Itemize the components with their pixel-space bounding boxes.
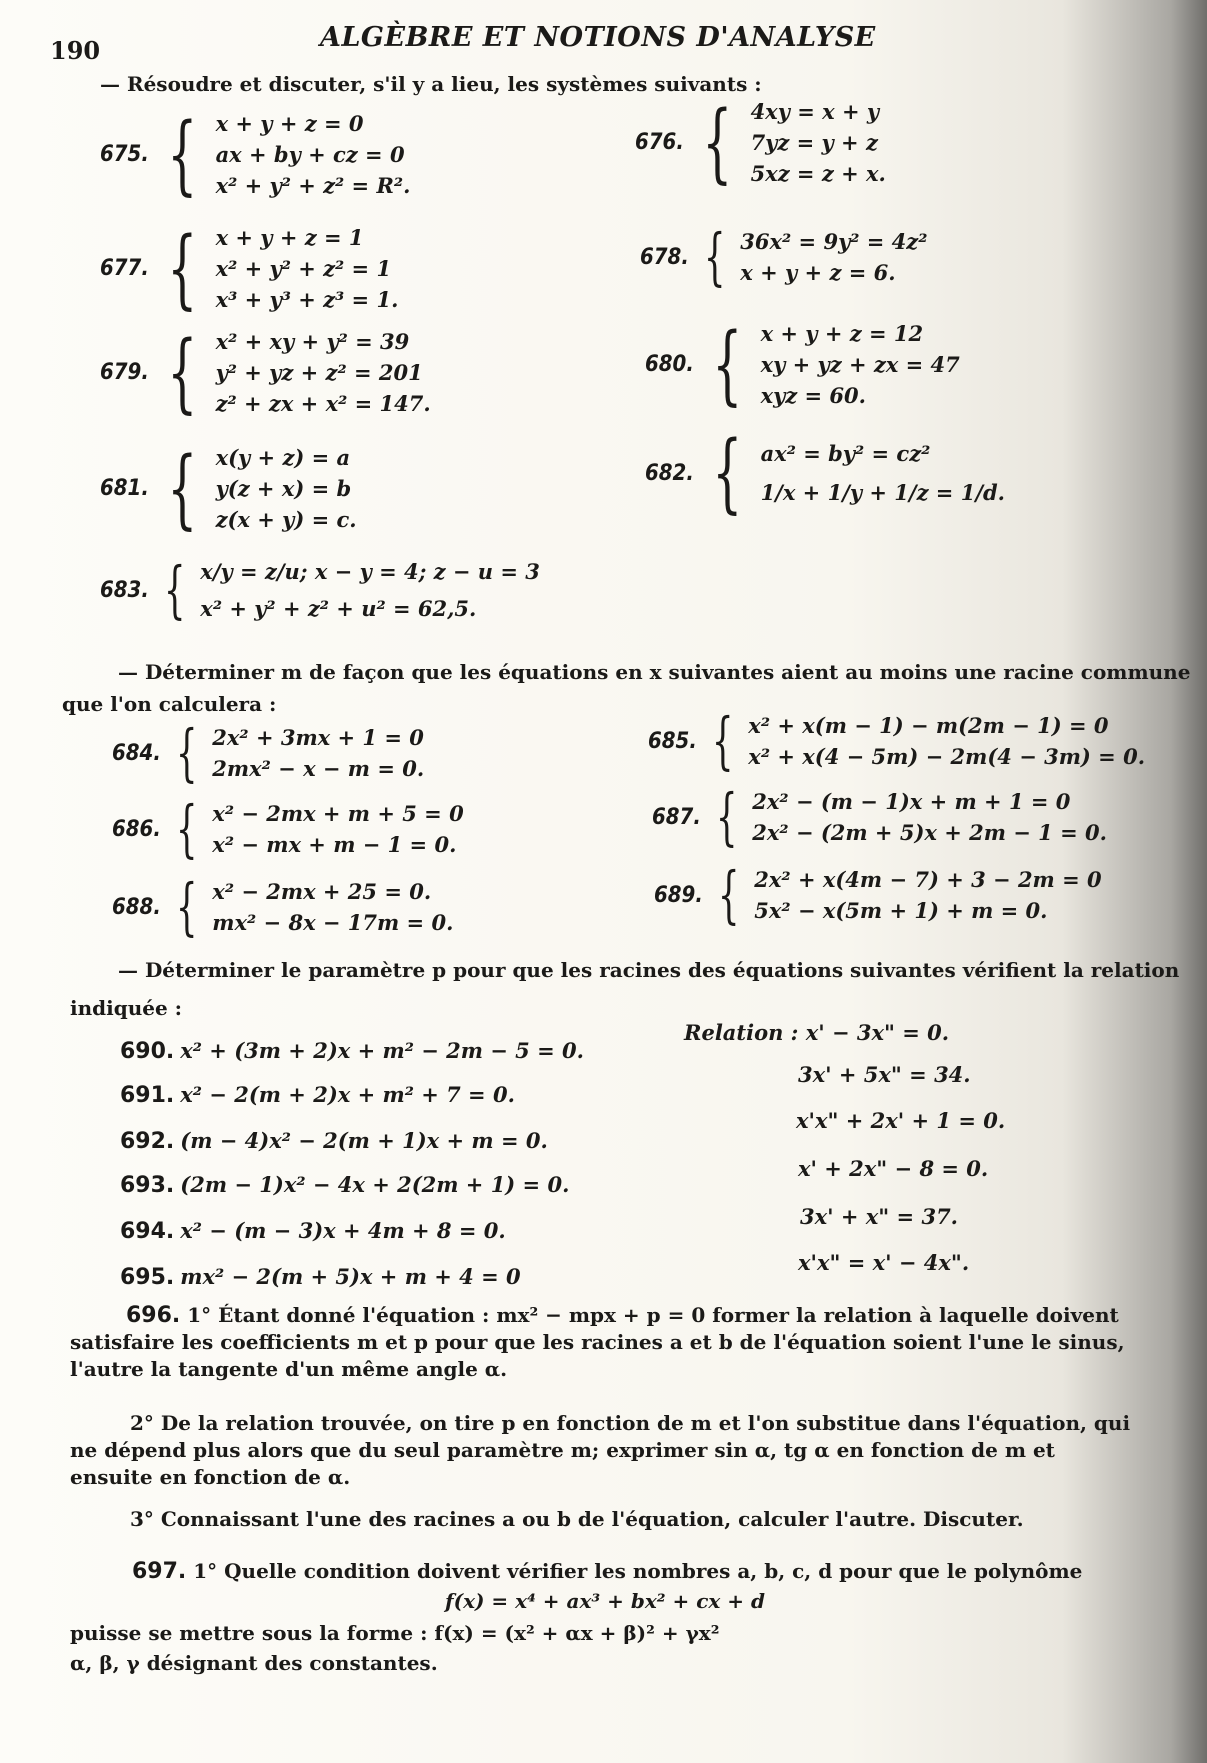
equation-line: z(x + y) = c. [215,507,357,532]
equation-line: x² + y² + z² + u² = 62,5. [200,596,477,621]
equation-line: x³ + y³ + z³ = 1. [215,287,399,312]
equation-line: y(z + x) = b [215,476,352,501]
problem-680 [645,314,960,415]
brace-symbol: { [167,438,198,539]
section3-intro: — Déterminer le paramètre p pour que les racines des équations suivantes vérifient la relation [118,958,1180,982]
problem-number: 685. [648,728,697,754]
problem-number: 691. [120,1083,175,1108]
equation-line: 7yz = y + z [750,130,878,155]
problem-676 [635,92,886,193]
problem-686 [112,792,464,865]
section1-intro: — Résoudre et discuter, s'il y a lieu, les systèmes suivants : [100,72,762,96]
brace-symbol: { [167,104,198,205]
equation-line: ax + by + cz = 0 [215,142,405,167]
equation-line: 5xz = z + x. [750,161,886,186]
page-title: ALGÈBRE ET NOTIONS D'ANALYSE [320,22,876,53]
equation-line: 2x² + x(4m − 7) + 3 − 2m = 0 [754,867,1102,892]
problem-684 [112,716,425,789]
problem-677 [100,218,399,319]
polynomial-formula: f(x) = x⁴ + ax³ + bx² + cx + d [445,1589,765,1613]
brace-symbol: { [712,423,743,523]
problem-697-part2: puisse se mettre sous la forme : f(x) = (x² + αx + β)² + γx² [70,1621,720,1645]
problem-number: 687. [652,804,701,830]
problem-681 [100,438,357,539]
problem-number: 692. [120,1129,175,1154]
problem-number: 693. [120,1173,175,1198]
problem-689 [654,858,1102,931]
equation-line: xy + yz + zx = 47 [760,352,960,377]
relation-695: x'x" = x' − 4x". [798,1250,970,1275]
equation-line: x² + y² + z² = R². [215,173,411,198]
brace-symbol: { [703,220,726,293]
equation-line: 2x² − (2m + 5)x + 2m − 1 = 0. [752,820,1107,845]
equation-line: 2x² + 3mx + 1 = 0 [212,725,424,750]
problem-number: 683. [100,577,149,603]
equation: x² − 2(m + 2)x + m² + 7 = 0. [180,1082,515,1107]
brace-symbol: { [175,870,198,943]
equation-line: mx² − 8x − 17m = 0. [212,910,454,935]
equation: (2m − 1)x² − 4x + 2(2m + 1) = 0. [180,1172,570,1197]
problem-number: 690. [120,1039,175,1064]
brace-symbol: { [167,218,198,319]
brace-symbol: { [717,858,740,931]
problem-number: 677. [100,256,149,281]
equation-line: y² + yz + z² = 201 [215,360,423,385]
problem-number: 680. [645,352,694,377]
problem-number: 679. [100,360,149,385]
problem-690 [120,1038,584,1064]
relation-691: 3x' + 5x" = 34. [798,1062,971,1087]
equation-line: x² + y² + z² = 1 [215,256,392,281]
equation-line: 2x² − (m − 1)x + m + 1 = 0 [752,789,1071,814]
equation-line: x + y + z = 12 [760,321,924,346]
problem-687 [652,780,1107,853]
problem-number: 695. [120,1265,175,1290]
problem-692 [120,1128,548,1154]
problem-679 [100,322,431,423]
problem-number: 678. [640,244,689,270]
brace-symbol: { [163,553,186,626]
problem-number: 684. [112,740,161,766]
problem-number: 686. [112,816,161,842]
equation-line: 4xy = x + y [750,99,880,124]
relation-694: 3x' + x" = 37. [800,1204,958,1229]
section2-intro-continued: que l'on calculera : [62,692,277,716]
problem-number: 675. [100,142,149,167]
page-number: 190 [50,36,101,65]
relation-692: x'x" + 2x' + 1 = 0. [796,1108,1006,1133]
equation: x² − (m − 3)x + 4m + 8 = 0. [180,1218,506,1243]
problem-696-part1 [70,1302,1140,1383]
equation-line: x + y + z = 0 [215,111,364,136]
brace-symbol: { [175,792,198,865]
equation-line: x² − 2mx + m + 5 = 0 [212,801,464,826]
brace-symbol: { [702,92,733,193]
equation-line: ax² = by² = cz² [760,441,931,466]
problem-691 [120,1082,515,1108]
problem-682 [645,423,1005,523]
equation-line: xyz = 60. [760,383,866,408]
problem-number: 688. [112,894,161,920]
equation-line: 1/x + 1/y + 1/z = 1/d. [760,480,1005,505]
brace-symbol: { [175,716,198,789]
equation: mx² − 2(m + 5)x + m + 4 = 0 [180,1264,521,1289]
problem-683 [100,553,540,626]
problem-693 [120,1172,569,1198]
problem-number: 681. [100,476,149,501]
equation-line: x² + xy + y² = 39 [215,329,410,354]
equation-line: x/y = z/u; x − y = 4; z − u = 3 [200,559,540,584]
brace-symbol: { [712,314,743,415]
brace-symbol: { [715,780,738,853]
relation-693: x' + 2x" − 8 = 0. [798,1156,989,1181]
problem-688 [112,870,454,943]
problem-678 [640,220,928,293]
brace-symbol: { [167,322,198,423]
equation: (m − 4)x² − 2(m + 1)x + m = 0. [180,1128,548,1153]
problem-number: 697. [132,1559,187,1584]
brace-symbol: { [711,704,734,777]
relation-690: Relation : x' − 3x" = 0. [684,1020,950,1045]
problem-696-part2: 2° De la relation trouvée, on tire p en fonction de m et l'on substitue dans l'équation, qui ne dépend plus alors que du seul paramètre m; exprimer sin α, tg α en fonction de m et ensuite en fonction de α. [70,1411,1131,1489]
equation-line: x² − mx + m − 1 = 0. [212,832,457,857]
equation: x² + (3m + 2)x + m² − 2m − 5 = 0. [180,1038,584,1063]
problem-number: 682. [645,460,694,486]
problem-number: 696. [126,1303,181,1328]
problem-number: 694. [120,1219,175,1244]
equation-line: x + y + z = 6. [740,260,896,285]
problem-675 [100,104,411,205]
section2-intro: — Déterminer m de façon que les équations en x suivantes aient au moins une racine commune [118,660,1191,684]
equation-line: x² + x(m − 1) − m(2m − 1) = 0 [748,713,1109,738]
problem-697-part1 [70,1558,1140,1585]
equation-line: x + y + z = 1 [215,225,364,250]
section3-intro-continued: indiquée : [70,996,183,1020]
equation-line: x(y + z) = a [215,445,351,470]
equation-line: 2mx² − x − m = 0. [212,756,425,781]
paragraph-text: 1° Étant donné l'équation : mx² − mpx + p = 0 former la relation à laquelle doivent satisfaire les coefficients m et p pour que les racines a et b de l'équation soient l'une le sinus, l'autre la tangente d'un même angle α. [70,1303,1125,1381]
equation-line: z² + zx + x² = 147. [215,391,431,416]
problem-695 [120,1264,521,1290]
equation-line: x² + x(4 − 5m) − 2m(4 − 3m) = 0. [748,744,1146,769]
equation-line: 36x² = 9y² = 4z² [740,229,928,254]
equation-line: 5x² − x(5m + 1) + m = 0. [754,898,1048,923]
paragraph-text: 1° Quelle condition doivent vérifier les nombres a, b, c, d pour que le polynôme [193,1559,1083,1583]
problem-697-part3: α, β, γ désignant des constantes. [70,1651,438,1675]
problem-number: 676. [635,130,684,155]
problem-696-part3: 3° Connaissant l'une des racines a ou b de l'équation, calculer l'autre. Discuter. [130,1507,1024,1531]
problem-694 [120,1218,506,1244]
equation-line: x² − 2mx + 25 = 0. [212,879,432,904]
problem-685 [648,704,1146,777]
problem-number: 689. [654,882,703,908]
